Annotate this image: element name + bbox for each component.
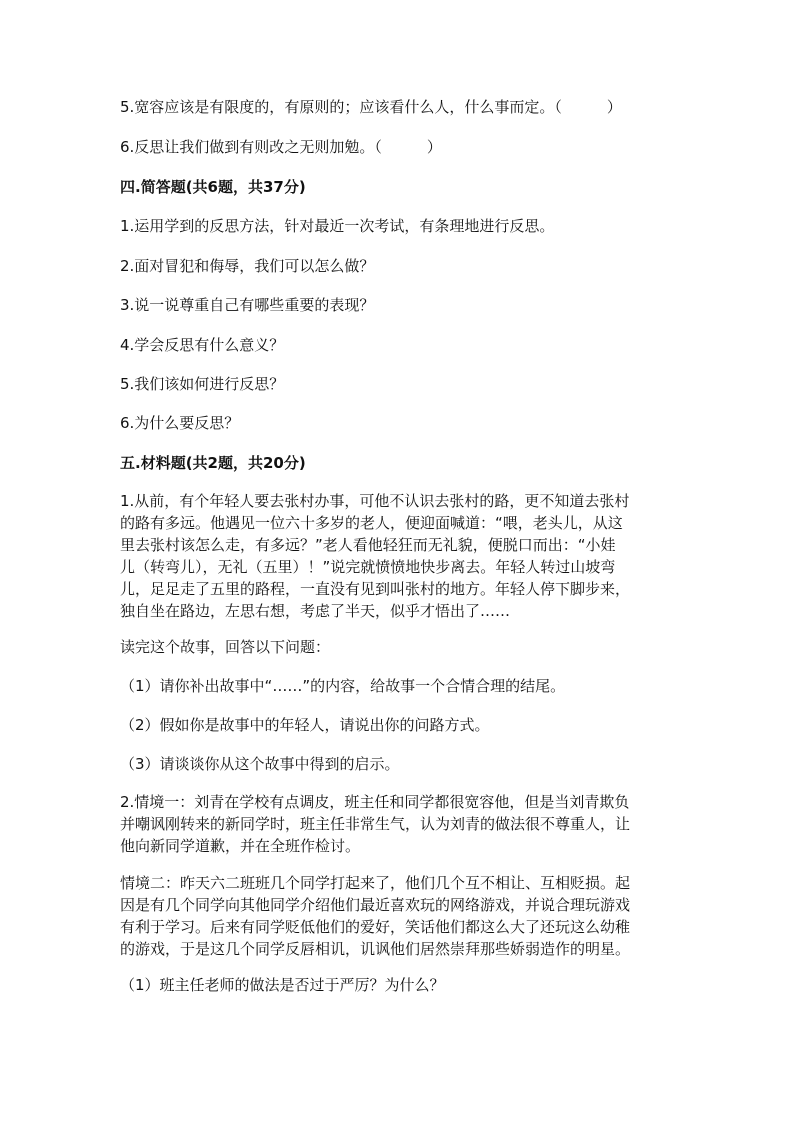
- short-answer-item-2: 2.面对冒犯和侮辱，我们可以怎么做？: [120, 257, 375, 275]
- material-1-paragraph: [120, 490, 680, 622]
- judgment-item-6: 6.反思让我们做到有则改之无则加勉。（ ）: [120, 138, 442, 156]
- sub-question-3: （3）请谈谈你从这个故事中得到的启示。: [120, 755, 400, 773]
- material-2b-line: 有利于学习。后来有同学贬低他们的爱好，笑话他们都这么大了还玩这么幼稚: [120, 918, 631, 936]
- material-1-line: 的路有多远。他遇见一位六十多岁的老人，便迎面喊道：“喂，老头儿，从这: [120, 514, 623, 532]
- material-1-line: 1.从前，有个年轻人要去张村办事，可他不认识去张村的路，更不知道去张村: [120, 492, 630, 510]
- material-2a-line: 并嘲讽刚转来的新同学时，班主任非常生气，认为刘青的做法很不尊重人，让: [120, 815, 631, 833]
- read-prompt: 读完这个故事，回答以下问题：: [120, 638, 331, 656]
- sub-question-4: （1）班主任老师的做法是否过于严厉？为什么？: [120, 976, 445, 994]
- material-2-scenario-2: [120, 872, 680, 960]
- short-answer-item-4: 4.学会反思有什么意义？: [120, 336, 285, 354]
- sub-question-1: （1）请你补出故事中“……”的内容，给故事一个合情合理的结尾。: [120, 677, 566, 695]
- short-answer-item-5: 5.我们该如何进行反思？: [120, 375, 285, 393]
- material-2a-line: 他向新同学道歉，并在全班作检讨。: [120, 837, 361, 855]
- short-answer-item-3: 3.说一说尊重自己有哪些重要的表现？: [120, 296, 375, 314]
- material-1-line: 里去张村该怎么走，有多远？”老人看他轻狂而无礼貌，便脱口而出：“小娃: [120, 536, 616, 554]
- material-1-line: 独自坐在路边，左思右想，考虑了半天，似乎才悟出了……: [120, 602, 511, 620]
- material-2b-line: 情境二：昨天六二班班几个同学打起来了，他们几个互不相让、互相贬损。起: [120, 874, 631, 892]
- short-answer-item-6: 6.为什么要反思？: [120, 414, 240, 432]
- material-1-line: 儿（转弯儿），无礼（五里）！”说完就愤愤地快步离去。年轻人转过山坡弯: [120, 558, 616, 576]
- section-heading-material: 五.材料题(共2题，共20分): [120, 454, 306, 472]
- material-2-scenario-1: [120, 791, 680, 857]
- judgment-item-5: 5.宽容应该是有限度的，有原则的；应该看什么人，什么事而定。（ ）: [120, 98, 622, 116]
- material-2b-line: 因是有几个同学向其他同学介绍他们最近喜欢玩的网络游戏，并说合理玩游戏: [120, 896, 631, 914]
- section-heading-short-answer: 四.简答题(共6题，共37分): [120, 178, 306, 196]
- material-2b-line: 的游戏，于是这几个同学反唇相讥，讥讽他们居然崇拜那些娇弱造作的明星。: [120, 940, 631, 958]
- short-answer-item-1: 1.运用学到的反思方法，针对最近一次考试，有条理地进行反思。: [120, 217, 555, 235]
- sub-question-2: （2）假如你是故事中的年轻人，请说出你的问路方式。: [120, 716, 490, 734]
- material-1-line: 儿，足足走了五里的路程，一直没有见到叫张村的地方。年轻人停下脚步来，: [120, 580, 631, 598]
- material-2a-line: 2.情境一：刘青在学校有点调皮，班主任和同学都很宽容他，但是当刘青欺负: [120, 793, 630, 811]
